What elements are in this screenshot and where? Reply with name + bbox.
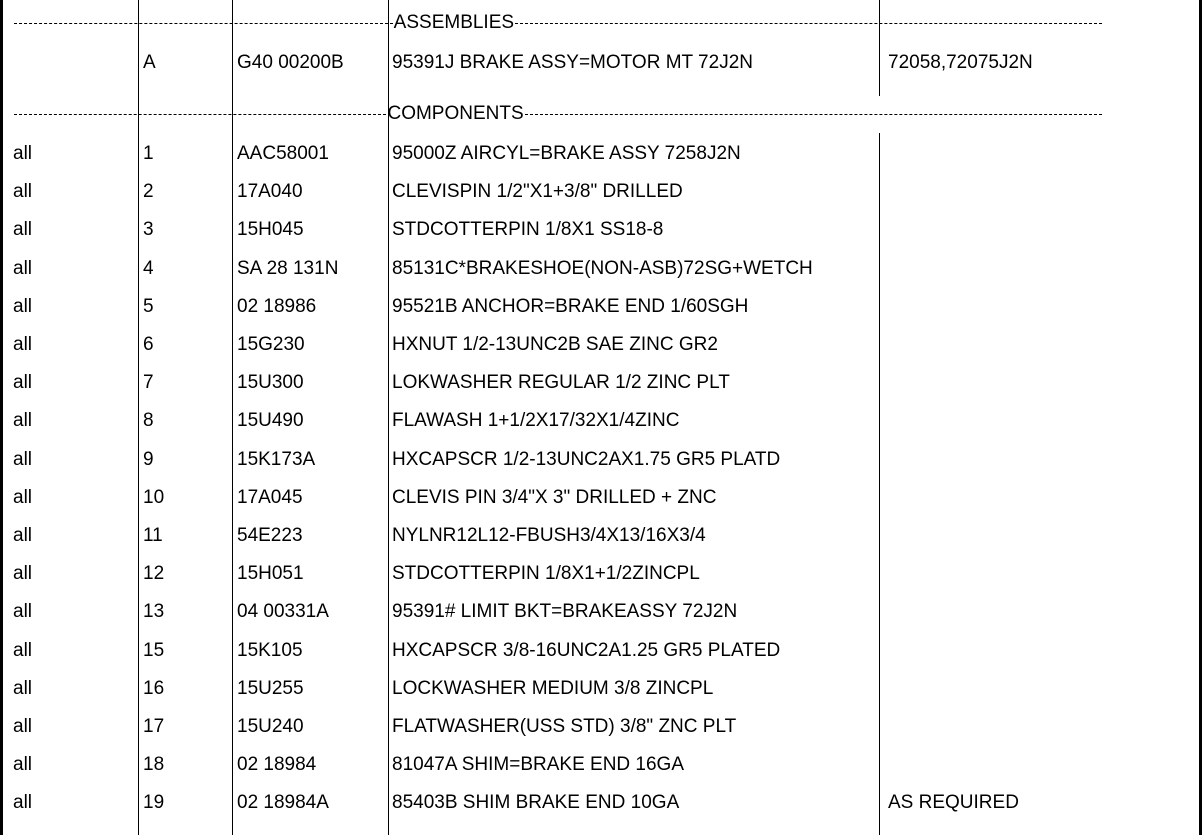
component-row (0, 555, 1202, 593)
use-cell: all (13, 219, 33, 240)
note-cell: 72058,72075J2N (888, 52, 1033, 73)
part-number-cell: SA 28 131N (237, 258, 339, 279)
note-cell: AS REQUIRED (888, 792, 1019, 813)
part-number-cell: 17A045 (237, 487, 303, 508)
item-cell: 16 (143, 678, 165, 699)
use-cell: all (13, 143, 33, 164)
use-cell: all (13, 754, 33, 775)
description-cell: LOCKWASHER MEDIUM 3/8 ZINCPL (392, 678, 714, 699)
item-cell: 13 (143, 601, 165, 622)
part-number-cell: 02 18984 (237, 754, 317, 775)
component-row (0, 402, 1202, 440)
use-cell: all (13, 296, 33, 317)
section-label: COMPONENTS (387, 103, 524, 124)
item-cell: 6 (143, 334, 154, 355)
components-section-header (14, 101, 1102, 127)
use-cell: all (13, 487, 33, 508)
component-row (0, 593, 1202, 631)
section-label: ASSEMBLIES (393, 12, 515, 33)
description-cell: 81047A SHIM=BRAKE END 16GA (392, 754, 685, 775)
part-number-cell: 15G230 (237, 334, 305, 355)
item-cell: 1 (143, 143, 154, 164)
part-number-cell: 04 00331A (237, 601, 329, 622)
description-cell: STDCOTTERPIN 1/8X1 SS18-8 (392, 219, 664, 240)
description-cell: 95000Z AIRCYL=BRAKE ASSY 7258J2N (392, 143, 741, 164)
description-cell: CLEVISPIN 1/2"X1+3/8" DRILLED (392, 181, 683, 202)
part-number-cell: 15H045 (237, 219, 304, 240)
item-cell: 17 (143, 716, 165, 737)
description-cell: 85403B SHIM BRAKE END 10GA (392, 792, 680, 813)
use-cell: all (13, 410, 33, 431)
part-number-cell: 15H051 (237, 563, 304, 584)
component-row (0, 670, 1202, 708)
item-cell: 4 (143, 258, 154, 279)
item-cell: 11 (143, 525, 163, 546)
component-row (0, 364, 1202, 402)
use-cell: all (13, 334, 33, 355)
use-cell: all (13, 678, 33, 699)
component-row (0, 708, 1202, 746)
dashed-rule (14, 23, 393, 24)
use-cell: all (13, 181, 33, 202)
use-cell: all (13, 640, 33, 661)
dashed-rule (515, 23, 1102, 24)
description-cell: FLAWASH 1+1/2X17/32X1/4ZINC (392, 410, 680, 431)
item-cell: 3 (143, 219, 154, 240)
part-number-cell: 02 18984A (237, 792, 329, 813)
use-cell: all (13, 372, 33, 393)
item-cell: 2 (143, 181, 154, 202)
part-number-cell: 02 18986 (237, 296, 317, 317)
use-cell: all (13, 258, 33, 279)
part-number-cell: 15U240 (237, 716, 304, 737)
description-cell: STDCOTTERPIN 1/8X1+1/2ZINCPL (392, 563, 700, 584)
component-row (0, 288, 1202, 326)
description-cell: CLEVIS PIN 3/4"X 3" DRILLED + ZNC (392, 487, 717, 508)
description-cell: NYLNR12L12-FBUSH3/4X13/16X3/4 (392, 525, 706, 546)
description-cell: HXCAPSCR 1/2-13UNC2AX1.75 GR5 PLATD (392, 449, 781, 470)
description-cell: 95521B ANCHOR=BRAKE END 1/60SGH (392, 296, 749, 317)
dashed-rule (525, 114, 1102, 115)
description-cell: HXNUT 1/2-13UNC2B SAE ZINC GR2 (392, 334, 718, 355)
item-cell: 19 (143, 792, 165, 813)
assembly-row (0, 44, 1202, 82)
use-cell: all (13, 449, 33, 470)
item-cell: 7 (143, 372, 154, 393)
description-cell: 95391J BRAKE ASSY=MOTOR MT 72J2N (392, 52, 753, 73)
component-row (0, 479, 1202, 517)
part-number-cell: 15U490 (237, 410, 304, 431)
part-number-cell: 17A040 (237, 181, 303, 202)
use-cell: all (13, 716, 33, 737)
component-row (0, 746, 1202, 784)
item-cell: A (143, 52, 156, 73)
component-row (0, 517, 1202, 555)
use-cell: all (13, 563, 33, 584)
item-cell: 9 (143, 449, 154, 470)
item-cell: 5 (143, 296, 154, 317)
item-cell: 12 (143, 563, 165, 584)
item-cell: 8 (143, 410, 154, 431)
part-number-cell: AAC58001 (237, 143, 329, 164)
dashed-rule (14, 114, 386, 115)
item-cell: 15 (143, 640, 165, 661)
component-row (0, 632, 1202, 670)
component-row (0, 441, 1202, 479)
component-row (0, 326, 1202, 364)
use-cell: all (13, 525, 33, 546)
item-cell: 18 (143, 754, 165, 775)
use-cell: all (13, 601, 33, 622)
component-row (0, 250, 1202, 288)
part-number-cell: 15U255 (237, 678, 304, 699)
description-cell: HXCAPSCR 3/8-16UNC2A1.25 GR5 PLATED (392, 640, 781, 661)
part-number-cell: 15K173A (237, 449, 316, 470)
description-cell: 95391# LIMIT BKT=BRAKEASSY 72J2N (392, 601, 738, 622)
assemblies-section-header (14, 10, 1102, 36)
component-row (0, 211, 1202, 249)
part-number-cell: 54E223 (237, 525, 303, 546)
component-row (0, 135, 1202, 173)
component-row (0, 784, 1202, 822)
part-number-cell: 15U300 (237, 372, 304, 393)
description-cell: FLATWASHER(USS STD) 3/8" ZNC PLT (392, 716, 737, 737)
description-cell: LOKWASHER REGULAR 1/2 ZINC PLT (392, 372, 730, 393)
part-number-cell: 15K105 (237, 640, 303, 661)
component-row (0, 173, 1202, 211)
description-cell: 85131C*BRAKESHOE(NON-ASB)72SG+WETCH (392, 258, 813, 279)
use-cell: all (13, 792, 33, 813)
item-cell: 10 (143, 487, 165, 508)
part-number-cell: G40 00200B (237, 52, 344, 73)
